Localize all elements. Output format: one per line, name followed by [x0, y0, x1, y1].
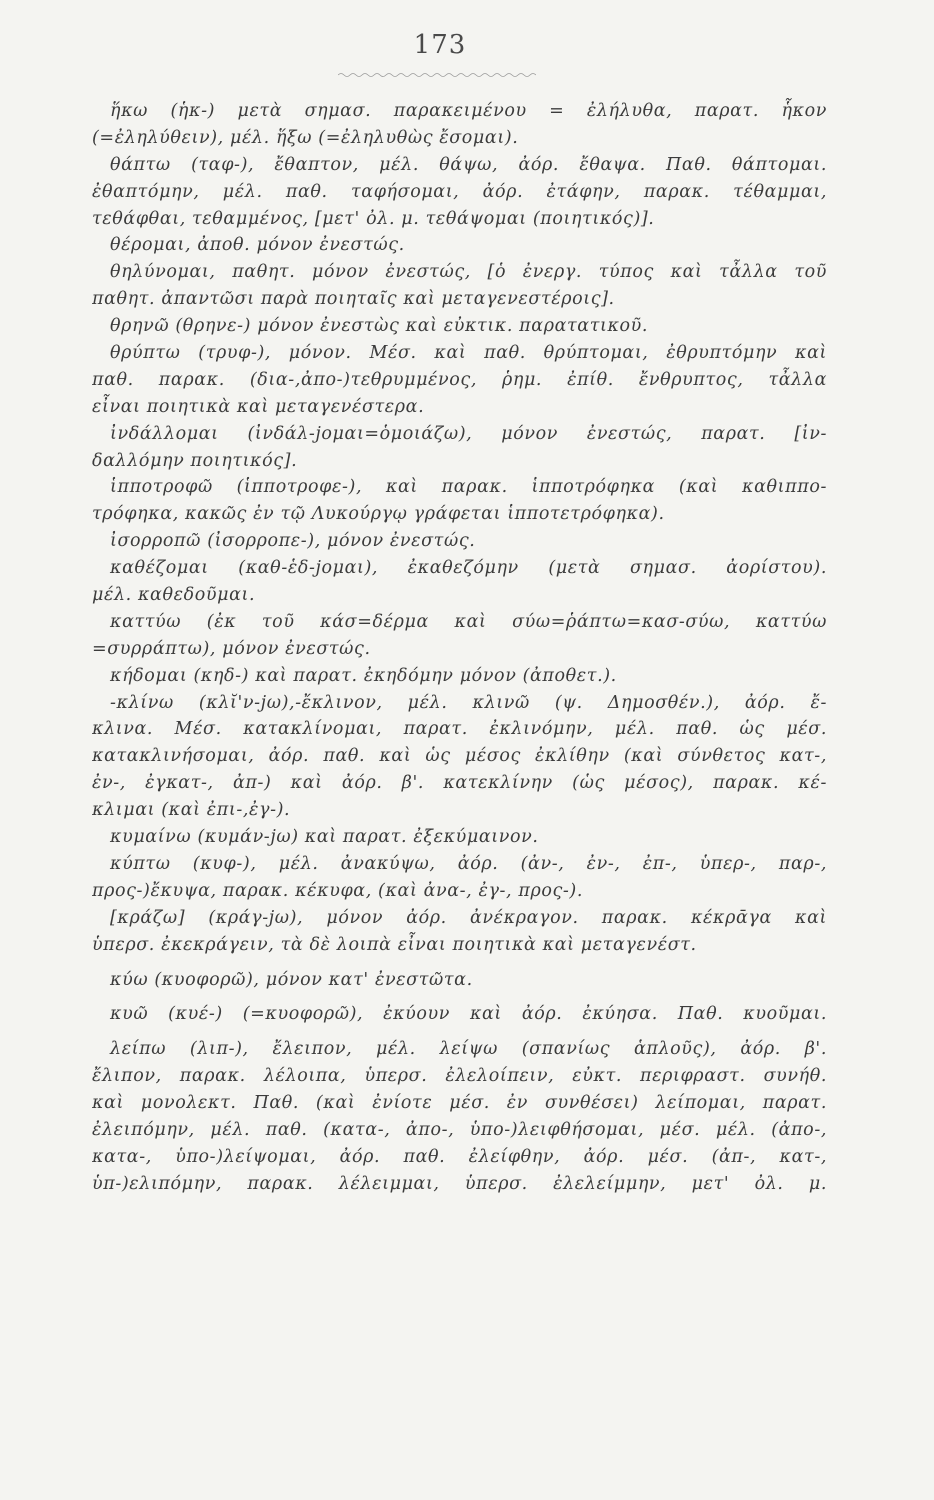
text-line: ἔλιπον, παρακ. λέλοιπα, ὑπερσ. ἐλελοίπειν, εὐκτ. περιφραστ. συνήθ. — [92, 1066, 827, 1087]
text-line: κύπτω (κυφ-), μέλ. ἀνακύψω, ἀόρ. (ἀν-, ἐν-, ἐπ-, ὑπερ-, παρ-, — [110, 853, 827, 874]
text-line: θέρομαι, ἀποθ. μόνον ἐνεστώς. — [110, 235, 405, 256]
text-line: κυμαίνω (κυμάν-jω) καὶ παρατ. ἐξεκύμαινον. — [110, 827, 539, 848]
text-line: θρηνῶ (θρηνε-) μόνον ἐνεστὼς καὶ εὐκτικ. παρατατικοῦ. — [110, 316, 649, 337]
text-line: κλινα. Μέσ. κατακλίνομαι, παρατ. ἐκλινόμην, μέλ. παθ. ὡς μέσ. — [92, 719, 827, 740]
text-line: δαλλόμην ποιητικός]. — [92, 450, 298, 471]
text-line: μέλ. καθεδοῦμαι. — [92, 585, 256, 606]
text-line: ἰσορροπῶ (ἰσορροπε-), μόνον ἐνεστώς. — [110, 531, 476, 552]
text-line: κήδομαι (κηδ-) καὶ παρατ. ἐκηδόμην μόνον (ἀποθετ.). — [110, 665, 617, 686]
text-line: κατακλινήσομαι, ἀόρ. παθ. καὶ ὡς μέσος ἐκλίθην (καὶ σύνθετος κατ-, — [92, 746, 827, 767]
text-line: ἐν-, ἐγκατ-, ἀπ-) καὶ ἀόρ. β'. κατεκλίνην (ὡς μέσος), παρακ. κέ- — [92, 773, 827, 794]
text-line: προς-)ἔκυψα, παρακ. κέκυφα, (καὶ ἀνα-, ἐγ-, προς-). — [92, 880, 584, 901]
text-line: καὶ μονολεκτ. Παθ. (καὶ ἐνίοτε μέσ. ἐν συνθέσει) λείπομαι, παρατ. — [92, 1093, 827, 1114]
text-line: [κράζω] (κράγ-jω), μόνον ἀόρ. ἀνέκραγον. παρακ. κέκρᾱγα καὶ — [110, 907, 827, 928]
text-line: -κλίνω (κλῐ'ν-jω),-ἔκλινον, μέλ. κλινῶ (ψ. Δημοσθέν.), ἀόρ. ἔ- — [110, 692, 827, 713]
text-line: εἶναι ποιητικὰ καὶ μεταγενέστερα. — [92, 396, 425, 417]
text-line: καττύω (ἐκ τοῦ κάσ=δέρμα καὶ σύω=ῥάπτω=κασ-σύω, καττύω — [110, 611, 827, 632]
text-line: ἐθαπτόμην, μέλ. παθ. ταφήσομαι, ἀόρ. ἐτάφην, παρακ. τέθαμμαι, — [92, 181, 827, 202]
text-line: ἰνδάλλομαι (ἰνδάλ-jομαι=ὁμοιάζω), μόνον ἐνεστώς, παρατ. [ἰν- — [110, 423, 827, 444]
text-line: παθ. παρακ. (δια-,ἀπο-)τεθρυμμένος, ῥημ. ἐπίθ. ἔνθρυπτος, τἆλλα — [92, 369, 827, 390]
text-line: κλιμαι (καὶ ἐπι-,ἐγ-). — [92, 800, 291, 821]
text-line: =συρράπτω), μόνον ἐνεστώς. — [92, 638, 371, 659]
text-line: θάπτω (ταφ-), ἔθαπτον, μέλ. θάψω, ἀόρ. ἔθαψα. Παθ. θάπτομαι. — [110, 154, 827, 175]
text-line: ὑπερσ. ἐκεκράγειν, τὰ δὲ λοιπὰ εἶναι ποιητικὰ καὶ μεταγενέστ. — [92, 934, 697, 955]
text-line: ἐλειπόμην, μέλ. παθ. (κατα-, ἀπο-, ὑπο-)λειφθήσομαι, μέσ. μέλ. (ἀπο-, — [92, 1119, 827, 1140]
text-line: ἥκω (ἡκ-) μετὰ σημασ. παρακειμένου = ἐλήλυθα, παρατ. ἧκον — [110, 101, 827, 121]
text-line: τρόφηκα, κακῶς ἐν τῷ Λυκούργῳ γράφεται ἱπποτετρόφηκα). — [92, 504, 665, 525]
text-line: (=ἐληλύθειν), μέλ. ἥξω (=ἐληλυθὼς ἔσομαι). — [92, 127, 519, 148]
text-line: τεθάφθαι, τεθαμμένος, [μετ' ὀλ. μ. τεθάψομαι (ποιητικός)]. — [92, 208, 655, 229]
text-line: κυῶ (κυέ-) (=κυοφορῶ), ἐκύουν καὶ ἀόρ. ἐκύησα. Παθ. κυοῦμαι. — [110, 1004, 827, 1025]
text-line: κατα-, ὑπο-)λείψομαι, ἀόρ. παθ. ἐλείφθην, ἀόρ. μέσ. (ἀπ-, κατ-, — [92, 1146, 827, 1167]
text-line: ἱπποτροφῶ (ἱπποτροφε-), καὶ παρακ. ἱπποτρόφηκα (καὶ καθιππο- — [110, 477, 827, 498]
text-line: καθέζομαι (καθ-ἑδ-jομαι), ἐκαθεζόμην (μετὰ σημασ. ἀορίστου). — [110, 558, 827, 579]
text-line: ὑπ-)ελιπόμην, παρακ. λέλειμμαι, ὑπερσ. ἐλελείμμην, μετ' ὀλ. μ. — [92, 1173, 827, 1194]
dictionary-text-body — [92, 98, 827, 1198]
text-line: θρύπτω (τρυφ-), μόνον. Μέσ. καὶ παθ. θρύπτομαι, ἐθρυπτόμην καὶ — [110, 343, 827, 364]
text-line: θηλύνομαι, παθητ. μόνον ἐνεστώς, [ὁ ἐνεργ. τύπος καὶ τἆλλα τοῦ — [110, 262, 827, 283]
page-number: 173 — [413, 30, 467, 60]
text-line: παθητ. ἀπαντῶσι παρὰ ποιηταῖς καὶ μεταγενεστέροις]. — [92, 289, 615, 310]
text-line: λείπω (λιπ-), ἔλειπον, μέλ. λείψω (σπανίως ἁπλοῦς), ἀόρ. β'. — [110, 1039, 827, 1060]
header-wavy-rule — [338, 72, 536, 78]
text-line: κύω (κυοφορῶ), μόνον κατ' ἐνεστῶτα. — [110, 969, 473, 990]
